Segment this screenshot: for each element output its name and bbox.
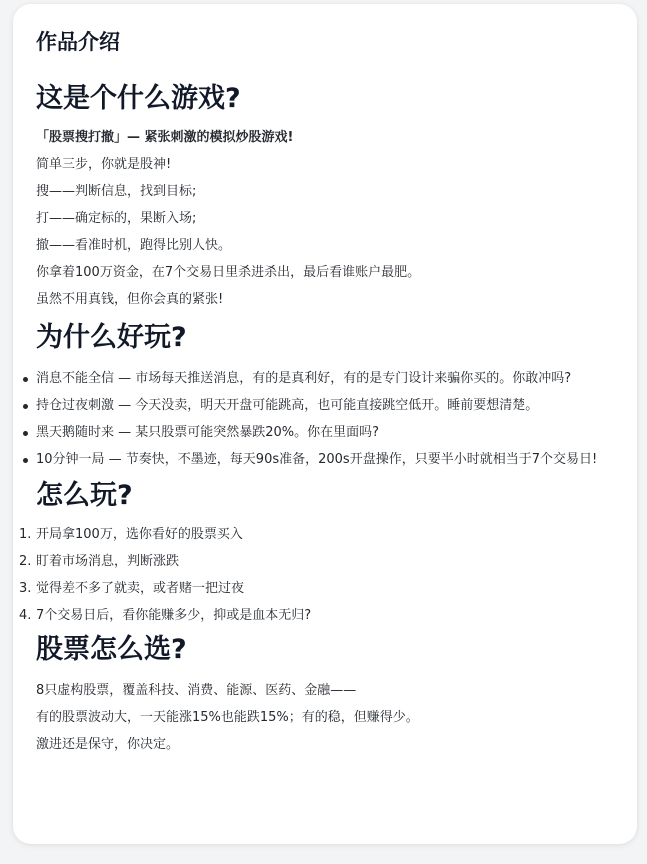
list-item <box>19 602 615 629</box>
intro-card <box>13 4 637 844</box>
card-title: 作品介绍 <box>36 30 120 54</box>
paragraph-line: 撤——看准时机，跑得比别人快。 <box>36 238 232 253</box>
bullet-icon <box>23 404 28 409</box>
list-item-text: 持仓过夜刺激 — 今天没卖，明天开盘可能跳高，也可能直接跳空低开。睡前要想清楚。 <box>36 398 539 413</box>
paragraph-line: 打——确定标的，果断入场; <box>36 211 197 226</box>
bullet-icon <box>23 458 28 463</box>
section-heading-why-fun: 为什么好玩? <box>36 322 187 353</box>
list-item <box>36 365 615 392</box>
bullet-icon <box>23 431 28 436</box>
list-item <box>36 392 615 419</box>
section-how-play <box>19 477 615 629</box>
section-stock-pick <box>36 631 615 758</box>
paragraph-line: 激进还是保守，你决定。 <box>36 737 180 752</box>
list-item <box>36 419 615 446</box>
numbered-list <box>19 521 615 629</box>
paragraph-line: 你拿着100万资金，在7个交易日里杀进杀出，最后看谁账户最肥。 <box>36 265 421 280</box>
bullet-icon <box>23 377 28 382</box>
list-item <box>36 446 615 473</box>
list-item <box>19 548 615 575</box>
list-item-text: 盯着市场消息，判断涨跌 <box>36 554 180 569</box>
list-item <box>19 575 615 602</box>
list-item <box>19 521 615 548</box>
paragraph-line: 简单三步，你就是股神! <box>36 157 172 172</box>
list-number: 3. <box>19 581 32 596</box>
tagline: 「股票搜打撤」— 紧张刺激的模拟炒股游戏! <box>36 130 294 145</box>
list-item-text: 消息不能全信 — 市场每天推送消息，有的是真利好，有的是专门设计来骗你买的。你敢冲吗? <box>36 371 572 386</box>
paragraph-line: 虽然不用真钱，但你会真的紧张! <box>36 292 224 307</box>
paragraph-line: 8只虚构股票，覆盖科技、消费、能源、医药、金融—— <box>36 683 357 698</box>
section-why-fun <box>36 319 615 473</box>
section-heading-stock-pick: 股票怎么选? <box>36 634 187 665</box>
list-item-text: 黑天鹅随时来 — 某只股票可能突然暴跌20%。你在里面吗? <box>36 425 380 440</box>
list-item-text: 觉得差不多了就卖，或者赌一把过夜 <box>36 581 245 596</box>
list-number: 2. <box>19 554 32 569</box>
paragraph-line: 搜——判断信息，找到目标; <box>36 184 197 199</box>
list-item-text: 开局拿100万，选你看好的股票买入 <box>36 527 243 542</box>
bullet-list <box>36 365 615 473</box>
list-number: 1. <box>19 527 32 542</box>
list-item-text: 10分钟一局 — 节奏快，不墨迹，每天90s准备，200s开盘操作，只要半小时就相当于7个交易日! <box>36 452 598 467</box>
paragraph-line: 有的股票波动大，一天能涨15%也能跌15%；有的稳，但赚得少。 <box>36 710 419 725</box>
section-heading-how-play: 怎么玩? <box>36 480 133 511</box>
section-heading-what-game: 这是个什么游戏? <box>36 83 241 114</box>
list-item-text: 7个交易日后，看你能赚多少，抑或是血本无归? <box>36 608 312 623</box>
section-what-game <box>36 80 615 313</box>
list-number: 4. <box>19 608 32 623</box>
